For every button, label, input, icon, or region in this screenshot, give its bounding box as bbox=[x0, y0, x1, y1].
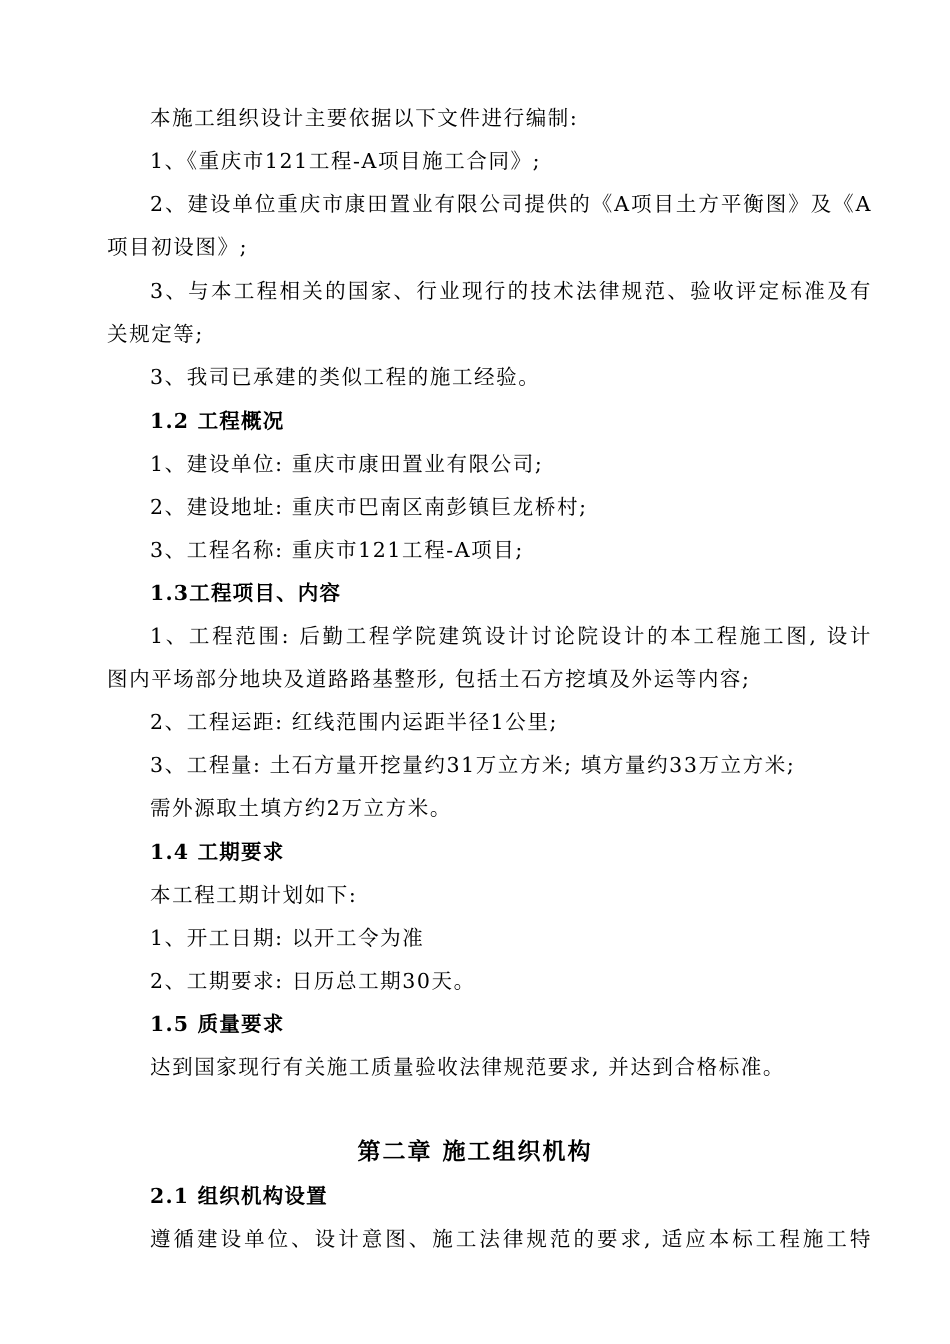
org-text: 遵循建设单位、设计意图、施工法律规范的要求, 适应本标工程施工特 bbox=[150, 1227, 872, 1251]
overview-item-3: 3、工程名称: 重庆市121工程-A项目; bbox=[150, 538, 524, 562]
section-heading-1-2: 1.2 工程概况 bbox=[150, 409, 285, 433]
intro-text: 本施工组织设计主要依据以下文件进行编制: bbox=[150, 106, 579, 130]
basis-item-2-cont: 项目初设图》; bbox=[107, 235, 249, 259]
basis-item-3: 3、与本工程相关的国家、行业现行的技术法律规范、验收评定标准及有 bbox=[150, 279, 872, 303]
basis-item-2: 2、建设单位重庆市康田置业有限公司提供的《A项目土方平衡图》及《A bbox=[150, 192, 872, 216]
basis-item-1: 1、《重庆市121工程-A项目施工合同》; bbox=[150, 149, 542, 173]
schedule-item-2: 2、工期要求: 日历总工期30天。 bbox=[150, 969, 476, 993]
basis-item-4: 3、我司已承建的类似工程的施工经验。 bbox=[150, 365, 541, 389]
section-heading-1-4: 1.4 工期要求 bbox=[150, 840, 285, 864]
schedule-item-1: 1、开工日期: 以开工令为准 bbox=[150, 926, 425, 950]
overview-item-1: 1、建设单位: 重庆市康田置业有限公司; bbox=[150, 452, 544, 476]
scope-item-1: 1、工程范围: 后勤工程学院建筑设计讨论院设计的本工程施工图, 设计 bbox=[150, 624, 872, 648]
section-heading-2-1: 2.1 组织机构设置 bbox=[150, 1184, 328, 1208]
quality-text: 达到国家现行有关施工质量验收法律规范要求, 并达到合格标准。 bbox=[150, 1055, 786, 1079]
schedule-intro: 本工程工期计划如下: bbox=[150, 883, 358, 907]
scope-item-3: 3、工程量: 土石方量开挖量约31万立方米; 填方量约33万立方米; bbox=[150, 753, 796, 777]
scope-item-2: 2、工程运距: 红线范围内运距半径1公里; bbox=[150, 710, 559, 734]
section-heading-1-5: 1.5 质量要求 bbox=[150, 1012, 285, 1036]
chapter-title: 第二章 施工组织机构 bbox=[357, 1138, 593, 1165]
scope-item-1-cont: 图内平场部分地块及道路路基整形, 包括土石方挖填及外运等内容; bbox=[107, 667, 751, 691]
scope-item-3-cont: 需外源取土填方约2万立方米。 bbox=[150, 796, 452, 820]
basis-item-3-cont: 关规定等; bbox=[107, 322, 204, 346]
overview-item-2: 2、建设地址: 重庆市巴南区南彭镇巨龙桥村; bbox=[150, 495, 588, 519]
section-heading-1-3: 1.3工程项目、内容 bbox=[150, 581, 342, 605]
